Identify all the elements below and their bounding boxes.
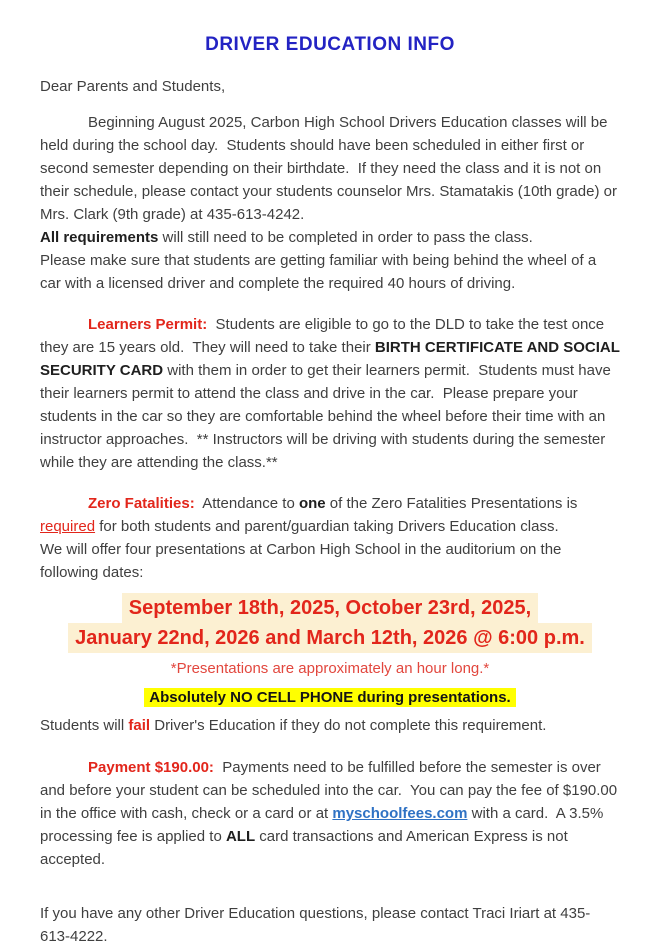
learners-permit-heading: Learners Permit: (88, 316, 208, 333)
dates-line-1-highlight: September 18th, 2025, October 23rd, 2025, (122, 593, 538, 623)
fail-text-2: Driver's Education if they do not complete this requirement. (150, 717, 547, 734)
requirements-bold-text: All requirements (40, 229, 159, 246)
presentation-dates-block (40, 593, 620, 653)
requirements-line (40, 226, 620, 249)
requirements-rest-text: will still need to be completed in order to pass the class. (158, 229, 533, 246)
no-cell-phone-highlight: Absolutely NO CELL PHONE during presentations. (144, 688, 515, 707)
presentations-offer-line: We will offer four presentations at Carbon High School in the auditorium on the following dates: (40, 541, 566, 581)
zero-fatalities-heading: Zero Fatalities: (88, 495, 195, 512)
fail-requirement-line (40, 714, 620, 737)
payment-text-1: Payments need to be fulfilled before the semester is over and before your student can be scheduled into the car. You can pay the fee of $190.00 in the office with cash, check or a card or at (40, 759, 622, 822)
zero-fatalities-text-1: Attendance to (194, 495, 299, 512)
zero-fatalities-text-3: for both students and parent/guardian taking Drivers Education class. (95, 518, 559, 535)
learners-permit-text-2: with them in order to get their learners permit. Students must have their learners permit to attend the class and drive in the car. Please prepare your students in the car so they are comfortable behind the wheel before their time with an instructor approaches. ** Instructors will be driving with students during the semester while they are attending the class.** (40, 362, 615, 471)
dates-line-2 (40, 623, 620, 653)
learners-permit-paragraph (40, 313, 624, 474)
payment-text-3: card transactions and American Express is not accepted. (40, 828, 572, 868)
familiar-driving-line: Please make sure that students are getting familiar with being behind the wheel of a car with a licensed driver and complete the required 40 hours of driving. (40, 252, 601, 292)
myschoolfees-link[interactable]: myschoolfees.com (332, 805, 468, 822)
learners-permit-text-1: Students are eligible to go to the DLD to take the test once they are 15 years old. They will need to take their (40, 316, 609, 356)
all-bold-text: ALL (225, 828, 256, 845)
dates-line-2-highlight: January 22nd, 2026 and March 12th, 2026 @ 6:00 p.m. (68, 623, 592, 653)
salutation: Dear Parents and Students, (40, 78, 226, 95)
required-documents-bold: BIRTH CERTIFICATE AND SOCIAL SECURITY CARD (40, 339, 624, 379)
duration-note: *Presentations are approximately an hour long.* (170, 660, 490, 677)
one-bold-text: one (298, 495, 326, 512)
page-title: DRIVER EDUCATION INFO (205, 34, 455, 55)
zero-fatalities-paragraph (40, 492, 620, 538)
required-underlined-text: required (40, 518, 96, 535)
no-cell-phone-line (40, 687, 620, 709)
fail-red-text: fail (128, 717, 151, 734)
fail-text-1: Students will (40, 717, 129, 734)
payment-heading: Payment $190.00: (88, 759, 214, 776)
zero-fatalities-text-2: of the Zero Fatalities Presentations is (325, 495, 582, 512)
payment-text-2: with a card. A 3.5% processing fee is applied to (40, 805, 608, 845)
intro-paragraph: Beginning August 2025, Carbon High School Drivers Education classes will be held during the school day. Students should have been scheduled in either first or second semester depending on their birthdate. If they need the class and it is not on their schedule, please contact your students counselor Mrs. Stamatakis (10th grade) or Mrs. Clark (9th grade) at 435-613-4242. (40, 114, 622, 223)
dates-line-1 (40, 593, 620, 623)
closing-contact-line: If you have any other Driver Education questions, please contact Traci Iriart at 435-613-4222. (40, 905, 591, 945)
payment-paragraph (40, 756, 620, 871)
